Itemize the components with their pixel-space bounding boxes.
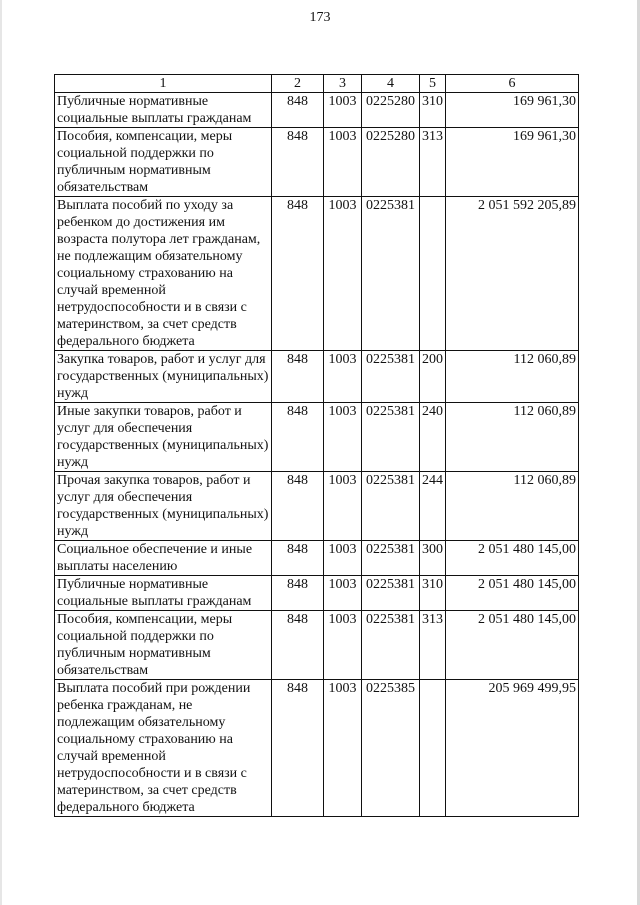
- code-cell: 1003: [324, 197, 362, 351]
- code-cell: 848: [272, 197, 324, 351]
- table-row: [55, 197, 579, 351]
- code-cell: 244: [420, 472, 446, 541]
- item-name-cell: Выплата пособий при рождении ребенка гражданам, не подлежащим обязательному социальному страхованию на случай временной нетрудоспособности и в связи с материнством, за счет средств федерального бюджета: [55, 680, 272, 817]
- item-name-cell: Социальное обеспечение и иные выплаты населению: [55, 541, 272, 576]
- column-header: 1: [55, 75, 272, 93]
- amount-cell: 205 969 499,95: [446, 680, 579, 817]
- code-cell: 0225280: [362, 128, 420, 197]
- code-cell: 0225381: [362, 403, 420, 472]
- page-number: 173: [309, 10, 331, 25]
- code-cell: 1003: [324, 351, 362, 403]
- code-cell: 848: [272, 680, 324, 817]
- code-cell: [420, 680, 446, 817]
- amount-cell: 112 060,89: [446, 351, 579, 403]
- table-row: [55, 472, 579, 541]
- code-cell: 240: [420, 403, 446, 472]
- amount-cell: 2 051 480 145,00: [446, 576, 579, 611]
- code-cell: 1003: [324, 611, 362, 680]
- code-cell: 1003: [324, 680, 362, 817]
- item-name-cell: Выплата пособий по уходу за ребенком до достижения им возраста полутора лет гражданам, не подлежащим обязательному социальному страхованию на случай временной нетрудоспособности и в связи с материнством, за счет средств федерального бюджета: [55, 197, 272, 351]
- code-cell: 0225381: [362, 197, 420, 351]
- code-cell: 313: [420, 611, 446, 680]
- column-header: 4: [362, 75, 420, 93]
- code-cell: 0225381: [362, 351, 420, 403]
- code-cell: 0225280: [362, 93, 420, 128]
- code-cell: 1003: [324, 541, 362, 576]
- table-row: [55, 611, 579, 680]
- table-body: [55, 93, 579, 817]
- amount-cell: 169 961,30: [446, 128, 579, 197]
- column-header: 3: [324, 75, 362, 93]
- code-cell: 200: [420, 351, 446, 403]
- code-cell: 1003: [324, 472, 362, 541]
- table-header-row: [55, 75, 579, 93]
- table-row: [55, 541, 579, 576]
- code-cell: 313: [420, 128, 446, 197]
- amount-cell: 112 060,89: [446, 403, 579, 472]
- code-cell: 0225381: [362, 472, 420, 541]
- code-cell: 848: [272, 541, 324, 576]
- amount-cell: 2 051 592 205,89: [446, 197, 579, 351]
- code-cell: 848: [272, 351, 324, 403]
- table-row: [55, 351, 579, 403]
- code-cell: 1003: [324, 128, 362, 197]
- code-cell: 310: [420, 93, 446, 128]
- code-cell: 300: [420, 541, 446, 576]
- table-row: [55, 576, 579, 611]
- code-cell: 1003: [324, 576, 362, 611]
- item-name-cell: Публичные нормативные социальные выплаты гражданам: [55, 93, 272, 128]
- code-cell: 848: [272, 403, 324, 472]
- item-name-cell: Иные закупки товаров, работ и услуг для обеспечения государственных (муниципальных) нужд: [55, 403, 272, 472]
- item-name-cell: Пособия, компенсации, меры социальной поддержки по публичным нормативным обязательствам: [55, 128, 272, 197]
- table-row: [55, 403, 579, 472]
- scan-edge-left: [0, 0, 2, 905]
- item-name-cell: Публичные нормативные социальные выплаты гражданам: [55, 576, 272, 611]
- code-cell: 0225385: [362, 680, 420, 817]
- amount-cell: 112 060,89: [446, 472, 579, 541]
- code-cell: [420, 197, 446, 351]
- item-name-cell: Прочая закупка товаров, работ и услуг для обеспечения государственных (муниципальных) нужд: [55, 472, 272, 541]
- code-cell: 848: [272, 472, 324, 541]
- code-cell: 848: [272, 128, 324, 197]
- code-cell: 848: [272, 93, 324, 128]
- amount-cell: 2 051 480 145,00: [446, 541, 579, 576]
- budget-table: [54, 74, 579, 817]
- table-row: [55, 680, 579, 817]
- item-name-cell: Закупка товаров, работ и услуг для государственных (муниципальных) нужд: [55, 351, 272, 403]
- code-cell: 1003: [324, 93, 362, 128]
- amount-cell: 169 961,30: [446, 93, 579, 128]
- item-name-cell: Пособия, компенсации, меры социальной поддержки по публичным нормативным обязательствам: [55, 611, 272, 680]
- column-header: 5: [420, 75, 446, 93]
- code-cell: 848: [272, 611, 324, 680]
- column-header: 2: [272, 75, 324, 93]
- code-cell: 848: [272, 576, 324, 611]
- table-row: [55, 128, 579, 197]
- code-cell: 0225381: [362, 541, 420, 576]
- table-row: [55, 93, 579, 128]
- amount-cell: 2 051 480 145,00: [446, 611, 579, 680]
- code-cell: 0225381: [362, 576, 420, 611]
- column-header: 6: [446, 75, 579, 93]
- code-cell: 1003: [324, 403, 362, 472]
- code-cell: 0225381: [362, 611, 420, 680]
- code-cell: 310: [420, 576, 446, 611]
